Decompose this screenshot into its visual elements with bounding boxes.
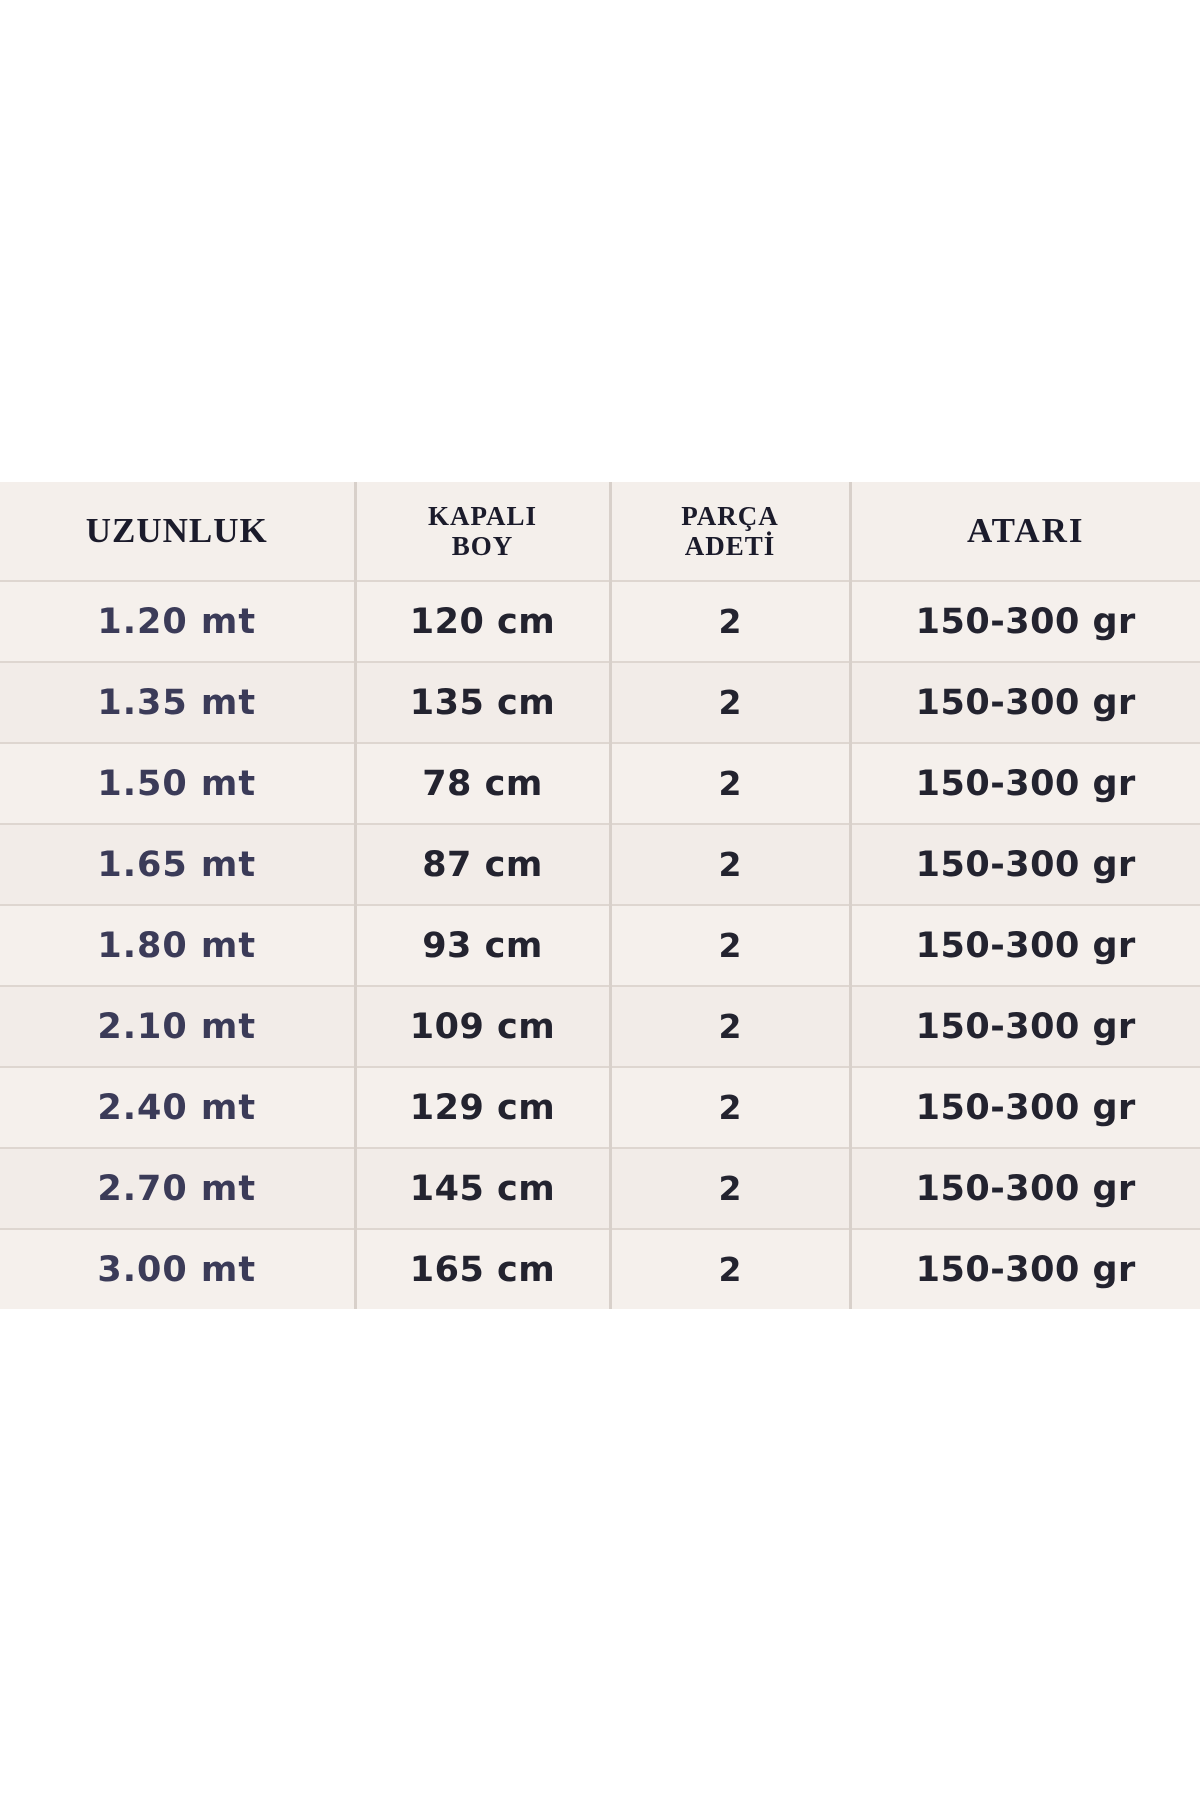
table-row [0, 824, 1200, 905]
table-row [0, 986, 1200, 1067]
table-row [0, 905, 1200, 986]
table-header-row [0, 482, 1200, 581]
cell-atari: 150-300 gr [850, 662, 1200, 743]
column-header-uzunluk: UZUNLUK [0, 482, 355, 581]
cell-atari: 150-300 gr [850, 905, 1200, 986]
cell-atari: 150-300 gr [850, 1229, 1200, 1309]
table-body [0, 581, 1200, 1309]
cell-atari: 150-300 gr [850, 1067, 1200, 1148]
table-row [0, 581, 1200, 662]
cell-kapali-boy: 93 cm [355, 905, 610, 986]
cell-parca-adeti: 2 [610, 743, 850, 824]
cell-kapali-boy: 145 cm [355, 1148, 610, 1229]
cell-parca-adeti: 2 [610, 581, 850, 662]
cell-uzunluk: 1.20 mt [0, 581, 355, 662]
cell-uzunluk: 1.35 mt [0, 662, 355, 743]
cell-parca-adeti: 2 [610, 662, 850, 743]
cell-uzunluk: 2.70 mt [0, 1148, 355, 1229]
cell-parca-adeti: 2 [610, 824, 850, 905]
cell-uzunluk: 3.00 mt [0, 1229, 355, 1309]
cell-kapali-boy: 109 cm [355, 986, 610, 1067]
cell-uzunluk: 1.80 mt [0, 905, 355, 986]
column-header-parca-adeti-line2: ADETİ [684, 531, 776, 561]
cell-kapali-boy: 129 cm [355, 1067, 610, 1148]
cell-atari: 150-300 gr [850, 743, 1200, 824]
table-row [0, 1067, 1200, 1148]
cell-parca-adeti: 2 [610, 1148, 850, 1229]
column-header-kapali-boy [355, 482, 610, 581]
column-header-atari: ATARI [850, 482, 1200, 581]
cell-kapali-boy: 78 cm [355, 743, 610, 824]
cell-parca-adeti: 2 [610, 986, 850, 1067]
cell-uzunluk: 2.10 mt [0, 986, 355, 1067]
cell-atari: 150-300 gr [850, 1148, 1200, 1229]
cell-atari: 150-300 gr [850, 986, 1200, 1067]
column-header-parca-adeti [610, 482, 850, 581]
column-header-kapali-boy-line2: BOY [451, 531, 514, 561]
cell-uzunluk: 1.65 mt [0, 824, 355, 905]
cell-kapali-boy: 87 cm [355, 824, 610, 905]
cell-kapali-boy: 120 cm [355, 581, 610, 662]
cell-uzunluk: 1.50 mt [0, 743, 355, 824]
specification-table [0, 482, 1200, 1309]
cell-kapali-boy: 165 cm [355, 1229, 610, 1309]
cell-uzunluk: 2.40 mt [0, 1067, 355, 1148]
cell-atari: 150-300 gr [850, 824, 1200, 905]
cell-atari: 150-300 gr [850, 581, 1200, 662]
table-row [0, 1148, 1200, 1229]
table-row [0, 1229, 1200, 1309]
column-header-parca-adeti-line1: PARÇA [681, 500, 779, 531]
table-row [0, 743, 1200, 824]
column-header-kapali-boy-line1: KAPALI [427, 500, 537, 531]
cell-parca-adeti: 2 [610, 1067, 850, 1148]
cell-parca-adeti: 2 [610, 905, 850, 986]
table-row [0, 662, 1200, 743]
spec-table-container [0, 482, 1200, 1309]
cell-parca-adeti: 2 [610, 1229, 850, 1309]
cell-kapali-boy: 135 cm [355, 662, 610, 743]
